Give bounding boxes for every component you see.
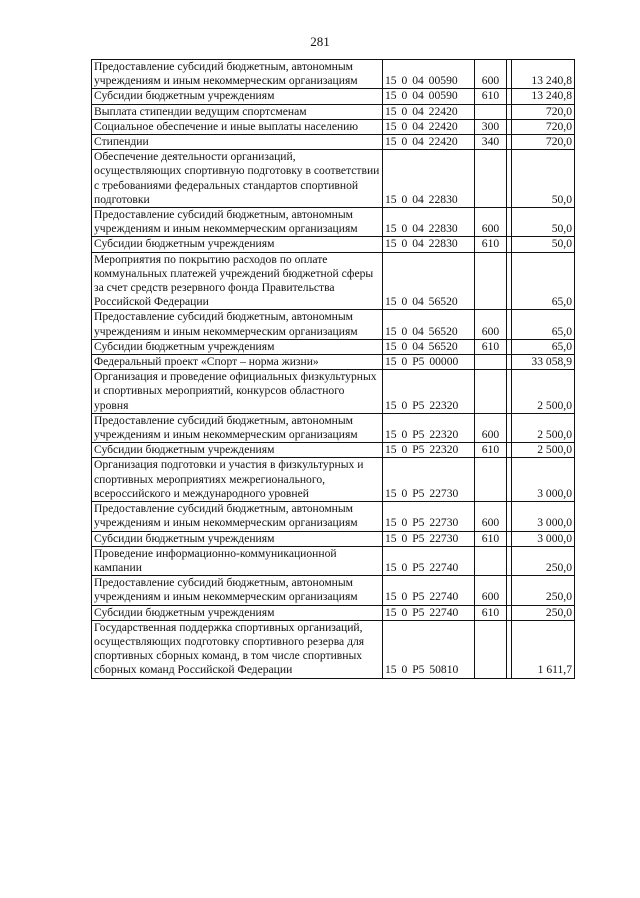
row-name-cell: Стипендии [92, 135, 383, 150]
row-amount-cell: 50,0 [512, 237, 575, 252]
table-row [92, 310, 575, 339]
row-expense-type-cell [475, 150, 507, 208]
row-code-cell: 15 0 04 22830 [383, 208, 475, 237]
row-amount-cell: 250,0 [512, 576, 575, 605]
row-amount-cell: 250,0 [512, 605, 575, 620]
table-row [92, 89, 575, 104]
row-name-cell: Предоставление субсидий бюджетным, автономным учреждениям и иным некоммерческим организациям [92, 576, 383, 605]
table-row [92, 413, 575, 442]
row-name-cell: Организация подготовки и участия в физкультурных и спортивных мероприятиях межрегионального, всероссийского и международного уровней [92, 458, 383, 502]
row-name-cell: Предоставление субсидий бюджетным, автономным учреждениям и иным некоммерческим организациям [92, 502, 383, 531]
table-row [92, 576, 575, 605]
row-expense-type-cell: 610 [475, 443, 507, 458]
table-row [92, 443, 575, 458]
table-row [92, 104, 575, 119]
row-code-cell: 15 0 P5 22740 [383, 546, 475, 575]
row-code-cell: 15 0 04 22420 [383, 119, 475, 134]
table-row [92, 150, 575, 208]
row-expense-type-cell [475, 620, 507, 678]
row-amount-cell: 65,0 [512, 310, 575, 339]
row-name-cell: Субсидии бюджетным учреждениям [92, 89, 383, 104]
row-name-cell: Предоставление субсидий бюджетным, автономным учреждениям и иным некоммерческим организациям [92, 208, 383, 237]
row-amount-cell: 3 000,0 [512, 502, 575, 531]
row-expense-type-cell: 610 [475, 531, 507, 546]
row-expense-type-cell: 610 [475, 605, 507, 620]
row-code-cell: 15 0 P5 22730 [383, 502, 475, 531]
row-amount-cell: 50,0 [512, 150, 575, 208]
row-expense-type-cell: 600 [475, 502, 507, 531]
row-amount-cell: 3 000,0 [512, 458, 575, 502]
table-row [92, 502, 575, 531]
row-amount-cell: 720,0 [512, 135, 575, 150]
row-amount-cell: 2 500,0 [512, 443, 575, 458]
row-amount-cell: 65,0 [512, 252, 575, 310]
row-amount-cell: 2 500,0 [512, 370, 575, 414]
row-name-cell: Субсидии бюджетным учреждениям [92, 237, 383, 252]
row-expense-type-cell: 600 [475, 576, 507, 605]
row-code-cell: 15 0 04 00590 [383, 89, 475, 104]
table-row [92, 531, 575, 546]
row-expense-type-cell: 610 [475, 237, 507, 252]
row-name-cell: Субсидии бюджетным учреждениям [92, 339, 383, 354]
row-code-cell: 15 0 P5 22320 [383, 443, 475, 458]
row-name-cell: Предоставление субсидий бюджетным, автономным учреждениям и иным некоммерческим организациям [92, 413, 383, 442]
row-name-cell: Государственная поддержка спортивных организаций, осуществляющих подготовку спортивного резерва для спортивных сборных команд, в том числе спортивных сборных команд Российской Федерации [92, 620, 383, 678]
row-name-cell: Предоставление субсидий бюджетным, автономным учреждениям и иным некоммерческим организациям [92, 310, 383, 339]
row-name-cell: Мероприятия по покрытию расходов по оплате коммунальных платежей учреждений бюджетной сферы за счет средств резервного фонда Правительства Российской Федерации [92, 252, 383, 310]
budget-table-body [92, 60, 575, 679]
table-row [92, 339, 575, 354]
table-row [92, 458, 575, 502]
row-expense-type-cell [475, 546, 507, 575]
row-amount-cell: 65,0 [512, 339, 575, 354]
table-row [92, 208, 575, 237]
row-code-cell: 15 0 P5 22320 [383, 413, 475, 442]
row-code-cell: 15 0 04 00590 [383, 60, 475, 89]
row-name-cell: Организация и проведение официальных физкультурных и спортивных мероприятий, конкурсов областного уровня [92, 370, 383, 414]
row-name-cell: Субсидии бюджетным учреждениям [92, 531, 383, 546]
table-row [92, 252, 575, 310]
row-expense-type-cell [475, 252, 507, 310]
row-code-cell: 15 0 04 56520 [383, 310, 475, 339]
row-expense-type-cell [475, 355, 507, 370]
row-amount-cell: 50,0 [512, 208, 575, 237]
row-amount-cell: 720,0 [512, 104, 575, 119]
row-expense-type-cell: 610 [475, 89, 507, 104]
table-row [92, 620, 575, 678]
row-code-cell: 15 0 P5 50810 [383, 620, 475, 678]
row-code-cell: 15 0 P5 22730 [383, 458, 475, 502]
row-code-cell: 15 0 04 22420 [383, 104, 475, 119]
row-expense-type-cell: 340 [475, 135, 507, 150]
row-code-cell: 15 0 P5 22740 [383, 576, 475, 605]
table-row [92, 546, 575, 575]
row-name-cell: Проведение информационно-коммуникационной кампании [92, 546, 383, 575]
row-name-cell: Предоставление субсидий бюджетным, автономным учреждениям и иным некоммерческим организациям [92, 60, 383, 89]
row-code-cell: 15 0 P5 00000 [383, 355, 475, 370]
page-number: 281 [310, 34, 330, 49]
row-code-cell: 15 0 04 22420 [383, 135, 475, 150]
row-name-cell: Социальное обеспечение и иные выплаты населению [92, 119, 383, 134]
row-amount-cell: 13 240,8 [512, 89, 575, 104]
table-row [92, 370, 575, 414]
row-code-cell: 15 0 04 56520 [383, 252, 475, 310]
row-expense-type-cell: 600 [475, 60, 507, 89]
row-code-cell: 15 0 04 22830 [383, 237, 475, 252]
table-row [92, 355, 575, 370]
table-row [92, 605, 575, 620]
row-code-cell: 15 0 04 22830 [383, 150, 475, 208]
row-amount-cell: 3 000,0 [512, 531, 575, 546]
table-row [92, 237, 575, 252]
table-row [92, 60, 575, 89]
row-expense-type-cell [475, 458, 507, 502]
row-expense-type-cell: 600 [475, 310, 507, 339]
row-code-cell: 15 0 P5 22320 [383, 370, 475, 414]
row-code-cell: 15 0 P5 22730 [383, 531, 475, 546]
row-expense-type-cell [475, 104, 507, 119]
row-code-cell: 15 0 P5 22740 [383, 605, 475, 620]
table-row [92, 135, 575, 150]
row-name-cell: Субсидии бюджетным учреждениям [92, 605, 383, 620]
row-amount-cell: 1 611,7 [512, 620, 575, 678]
row-amount-cell: 720,0 [512, 119, 575, 134]
budget-table [91, 59, 575, 679]
row-expense-type-cell: 600 [475, 208, 507, 237]
row-expense-type-cell: 610 [475, 339, 507, 354]
row-name-cell: Субсидии бюджетным учреждениям [92, 443, 383, 458]
table-row [92, 119, 575, 134]
row-expense-type-cell: 600 [475, 413, 507, 442]
row-amount-cell: 2 500,0 [512, 413, 575, 442]
row-amount-cell: 33 058,9 [512, 355, 575, 370]
row-expense-type-cell: 300 [475, 119, 507, 134]
row-name-cell: Выплата стипендии ведущим спортсменам [92, 104, 383, 119]
row-name-cell: Федеральный проект «Спорт – норма жизни» [92, 355, 383, 370]
row-name-cell: Обеспечение деятельности организаций, осуществляющих спортивную подготовку в соответствии с требованиями федеральных стандартов спортивной подготовки [92, 150, 383, 208]
row-code-cell: 15 0 04 56520 [383, 339, 475, 354]
row-amount-cell: 250,0 [512, 546, 575, 575]
row-amount-cell: 13 240,8 [512, 60, 575, 89]
row-expense-type-cell [475, 370, 507, 414]
